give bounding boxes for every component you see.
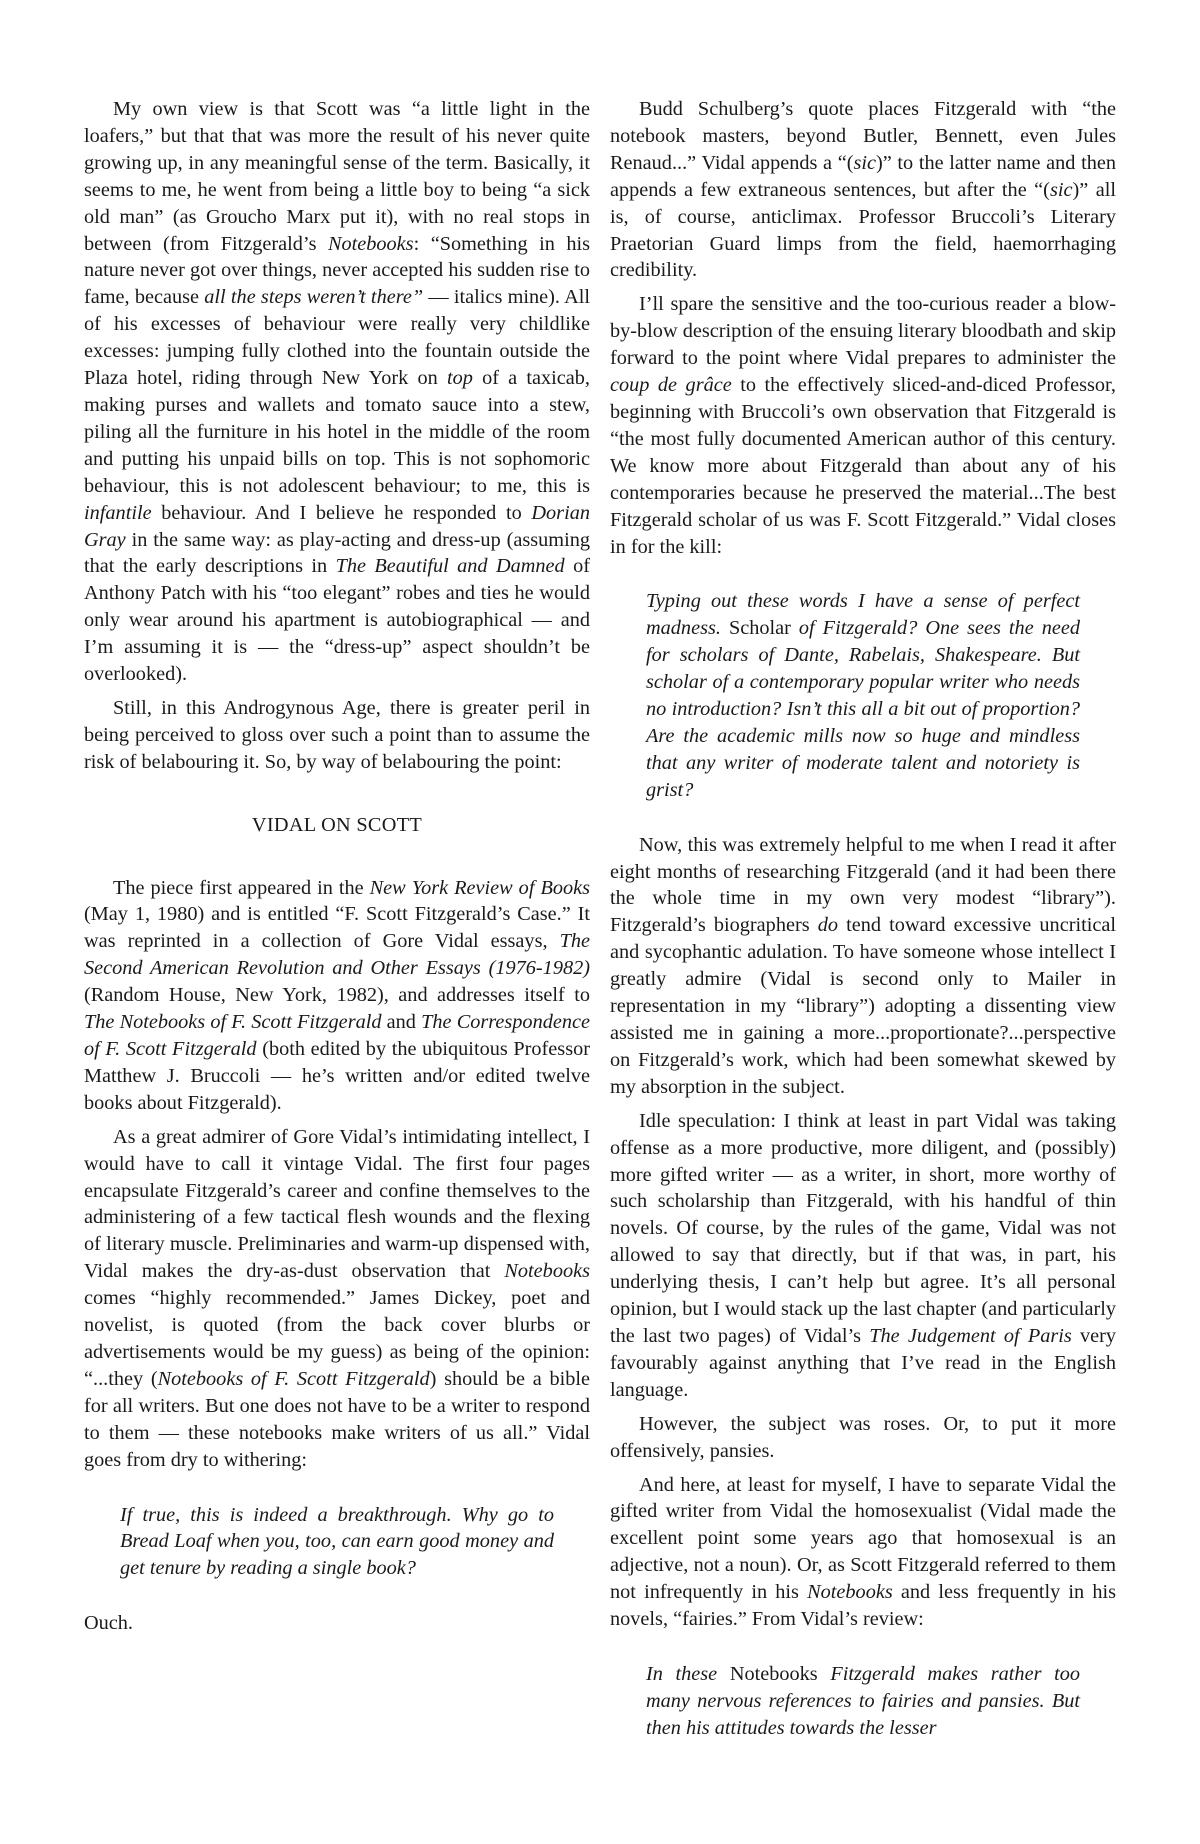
paragraph: Still, in this Androgynous Age, there is greater peril in being perceived to gloss over such a point than to assume the risk of belabouring it. So, by way of belabouring the point: [84,696,590,773]
section-heading: VIDAL ON SCOTT [251,813,423,836]
paragraph: My own view is that Scott was “a little light in the loafers,” but that that was more the result of his never quite growing up, in any meaningful sense of the term. Basically, it seems to me, he went from being a little boy to being “a sick old man” (as Groucho Marx put it), with no real stops in between (from Fitzgerald’s Notebooks: “Something in his nature never got over things, never accepted his sudden rise to fame, because all the steps weren’t there” — italics mine). All of his excesses of behaviour were really very childlike excesses: jumping fully clothed into the fountain outside the Plaza hotel, riding through New York on top of a taxicab, making purses and wallets and tomato sauce into a stew, piling all the furniture in his hotel in the middle of the room and putting his unpaid bills on top. This is not sophomoric behaviour, this is not adolescent behaviour; to me, this is infantile behaviour. And I believe he responded to Dorian Gray in the same way: as play-acting and dress-up (assuming that the early descriptions in The Beautiful and Damned of Anthony Patch with his “too elegant” robes and ties he would only wear around his apartment is autobiographical — and I’m assuming it is — the “dress-up” aspect shouldn’t be overlooked). [84,98,591,686]
block-quote: If true, this is indeed a breakthrough. Why go to Bread Loaf when you, too, can earn good money and get tenure by reading a single book? [120,1503,554,1580]
block-quote: Typing out these words I have a sense of perfect madness. Scholar of Fitzgerald? One sees the need for scholars of Dante, Rabelais, Shakespeare. But scholar of a contemporary popular writer who needs no introduction? Isn’t this all a bit out of proportion? Are the academic mills now so huge and mindless that any writer of moderate talent and notoriety is grist? [646,590,1080,801]
block-quote: In these Notebooks Fitzgerald makes rather too many nervous references to fairies and pansies. But then his attitudes towards the lesser [646,1662,1080,1739]
right-column [610,96,1116,1770]
paragraph: The piece first appeared in the New York Review of Books (May 1, 1980) and is entitled “F. Scott Fitzgerald’s Case.” It was reprinted in a collection of Gore Vidal essays, The Second American Revolution and Other Essays (1976-1982) (Random House, New York, 1982), and addresses itself to The Notebooks of F. Scott Fitzgerald and The Correspondence of F. Scott Fitzgerald (both edited by the ubiquitous Professor Matthew J. Bruccoli — he’s written and/or edited twelve books about Fitzgerald). [84,876,591,1114]
paragraph: I’ll spare the sensitive and the too-curious reader a blow-by-blow description of the ensuing literary bloodbath and skip forward to the point where Vidal prepares to administer the coup de grâce to the effectively sliced-and-diced Professor, beginning with Bruccoli’s own observation that Fitzgerald is “the most fully documented American author of this century. We know more about Fitzgerald than about any of his contemporaries because he preserved the material...The best Fitzgerald scholar of us was F. Scott Fitzgerald.” Vidal closes in for the kill: [610,293,1117,558]
paragraph: However, the subject was roses. Or, to put it more offensively, pansies. [610,1412,1116,1462]
paragraph: As a great admirer of Gore Vidal’s intimidating intellect, I would have to call it vintage Vidal. The first four pages encapsulate Fitzgerald’s career and confine themselves to the administering of a few tactical flesh wounds and the flexing of literary muscle. Preliminaries and warm-up dispensed with, Vidal makes the dry-as-dust observation that Notebooks comes “highly recommended.” James Dickey, poet and novelist, is quoted (from the back cover blurbs or advertisements would be my guess) as being of the opinion: “...they (Notebooks of F. Scott Fitzgerald) should be a bible for all writers. But one does not have to be a writer to respond to them — these notebooks make writers of us all.” Vidal goes from dry to withering: [84,1125,590,1471]
left-column [84,96,590,1644]
paragraph: Now, this was extremely helpful to me when I read it after eight months of researching Fitzgerald (and it had been there the whole time in my own very modest “library”). Fitzgerald’s biographers do tend toward excessive uncritical and sycophantic adulation. To have someone whose intellect I greatly admire (Vidal is second only to Mailer in representation in my “library”) adopting a dissenting view assisted me in gaining a more...proportionate?...perspective on Fitzgerald’s work, which had been somewhat skewed by my absorption in the subject. [610,833,1116,1098]
paragraph: Ouch. [84,1612,133,1635]
paragraph: Idle speculation: I think at least in part Vidal was taking offense as a more productive, more diligent, and (possibly) more gifted writer — as a writer, in short, more worthy of such scholarship than Fitzgerald, with his handful of thin novels. Of course, by the rules of the game, Vidal was not allowed to say that directly, but if that was, in part, his underlying thesis, I can’t help but agree. It’s all personal opinion, but I would stack up the last chapter (and particularly the last two pages) of Vidal’s The Judgement of Paris very favourably against anything that I’ve read in the English language. [610,1109,1116,1401]
paragraph: And here, at least for myself, I have to separate Vidal the gifted writer from Vidal the homosexualist (Vidal made the excellent point some years ago that homosexual is an adjective, not a noun). Or, as Scott Fitzgerald referred to them not infrequently in his Notebooks and less frequently in his novels, “fairies.” From Vidal’s review: [610,1473,1117,1631]
paragraph: Budd Schulberg’s quote places Fitzgerald with “the notebook masters, beyond Butler, Bennett, even Jules Renaud...” Vidal appends a “(sic)” to the latter name and then appends a few extraneous sentences, but after the “(sic)” all is, of course, anticlimax. Professor Bruccoli’s Literary Praetorian Guard limps from the field, haemorrhaging credibility. [610,98,1116,282]
